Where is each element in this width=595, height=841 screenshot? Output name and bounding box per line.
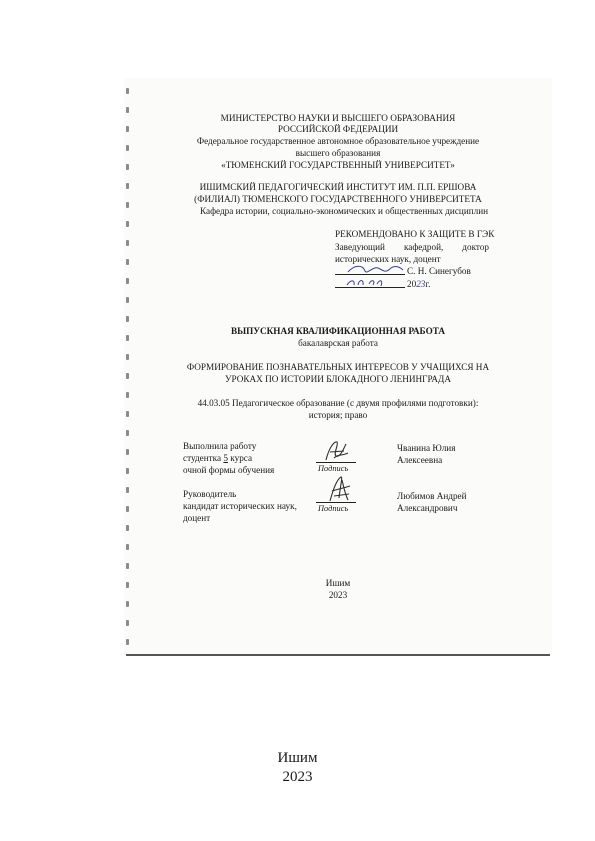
supervisor-role-2: кандидат исторических наук, (183, 501, 297, 511)
supervisor-sign-label: Подпись (318, 504, 349, 513)
binding-hole (126, 544, 129, 550)
binding-hole (126, 620, 129, 626)
ministry-line-1: МИНИСТЕРСТВО НАУКИ И ВЫСШЕГО ОБРАЗОВАНИЯ (220, 113, 456, 123)
institute-line-2: (ФИЛИАЛ) ТЮМЕНСКОГО ГОСУДАРСТВЕННОГО УНИВЕРСИТЕТА (194, 194, 482, 204)
specialty-line-1: 44.03.05 Педагогическое образование (с двумя профилями подготовки): (197, 398, 479, 408)
student-role-3: очной формы обучения (183, 465, 275, 475)
work-subtype: бакалаврская работа (298, 338, 378, 348)
binding-hole (126, 639, 129, 645)
binding-hole (126, 240, 129, 246)
student-name-2: Алексеевна (397, 455, 443, 465)
topic-line-1: ФОРМИРОВАНИЕ ПОЗНАВАТЕЛЬНЫХ ИНТЕРЕСОВ У УЧАЩИХСЯ НА (186, 362, 490, 372)
approval-word-3: доктор (462, 242, 489, 252)
scan-city: Ишим (325, 578, 351, 588)
scan-year: 2023 (328, 590, 348, 600)
binding-hole (126, 487, 129, 493)
approval-line-1 (335, 242, 489, 253)
department: Кафедра истории, социально-экономических и общественных дисциплин (200, 206, 489, 216)
binding-hole (126, 506, 129, 512)
binding-hole (126, 430, 129, 436)
federal-institution-line-1: Федеральное государственное автономное образовательное учреждение (196, 136, 480, 146)
binding-hole (126, 601, 129, 607)
binding-hole (126, 259, 129, 265)
binding-hole (126, 449, 129, 455)
student-name-1: Чванина Юлия (397, 443, 456, 453)
binding-hole (126, 316, 129, 322)
student-role-1: Выполнила работу (183, 441, 257, 451)
binding-hole (126, 88, 129, 94)
topic-line-2: УРОКАХ ПО ИСТОРИИ БЛОКАДНОГО ЛЕНИНГРАДА (225, 374, 451, 384)
student-role-2 (183, 453, 252, 464)
approval-word-1: Заведующий (335, 242, 385, 252)
student-signature (320, 438, 352, 464)
approval-title: РЕКОМЕНДОВАНО К ЗАЩИТЕ В ГЭК (335, 229, 495, 239)
student-role-2-suffix: курса (227, 453, 253, 463)
approval-date-year: 23 (416, 279, 426, 289)
institute-line-1: ИШИМСКИЙ ПЕДАГОГИЧЕСКИЙ ИНСТИТУТ ИМ. П.П. ЕРШОВА (199, 182, 477, 192)
approval-line-2: исторических наук, доцент (335, 254, 441, 264)
federal-institution-line-2: высшего образования (295, 148, 381, 158)
approval-signer: С. Н. Синегубов (407, 266, 471, 276)
student-course-number: 5 (223, 453, 228, 463)
supervisor-name-1: Любимов Андрей (397, 491, 467, 501)
approval-date-prefix: 20 (407, 279, 417, 289)
ministry-line-2: РОССИЙСКОЙ ФЕДЕРАЦИИ (277, 124, 399, 134)
binding-hole (126, 221, 129, 227)
binding-hole (126, 354, 129, 360)
approval-handwritten-date (345, 276, 385, 290)
approval-word-2: кафедрой, (403, 242, 444, 252)
footer-year: 2023 (282, 769, 313, 785)
student-role-2-prefix: студентка (183, 453, 224, 463)
footer-city: Ишим (277, 750, 318, 766)
supervisor-role-3: доцент (183, 513, 211, 523)
scan-bottom-edge (126, 654, 550, 656)
approval-date (407, 279, 430, 290)
university-name: «ТЮМЕНСКИЙ ГОСУДАРСТВЕННЫЙ УНИВЕРСИТЕТ» (221, 160, 455, 170)
specialty-line-2: история; право (308, 410, 368, 420)
supervisor-signature (322, 474, 354, 504)
supervisor-role-1: Руководитель (183, 489, 237, 499)
binding-hole (126, 525, 129, 531)
binding-hole (126, 468, 129, 474)
binding-hole (126, 278, 129, 284)
work-type: ВЫПУСКНАЯ КВАЛИФИКАЦИОННАЯ РАБОТА (230, 326, 446, 336)
binding-hole (126, 563, 129, 569)
binding-hole (126, 297, 129, 303)
supervisor-name-2: Александрович (397, 503, 458, 513)
student-sign-label: Подпись (318, 464, 349, 473)
approval-date-suffix: г. (425, 279, 431, 289)
